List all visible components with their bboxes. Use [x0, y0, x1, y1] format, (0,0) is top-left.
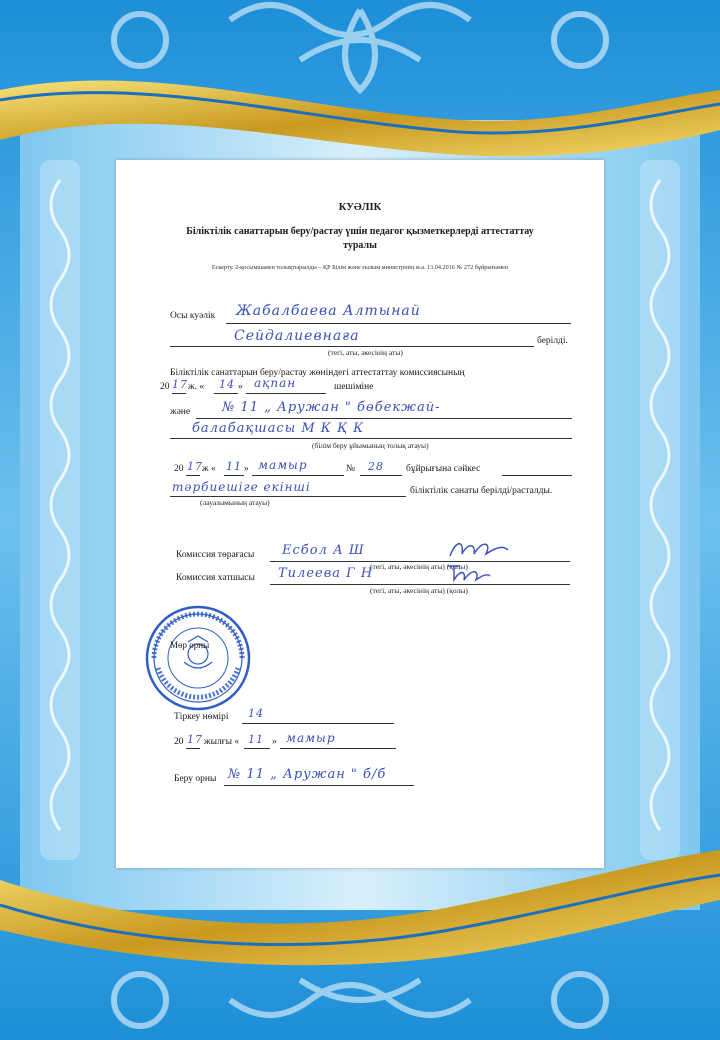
org-handwritten-2: балабақшасы М К Қ К: [192, 421, 365, 436]
year-line-2: [186, 475, 200, 476]
secretary-handwritten: Тилеева Г Н: [278, 566, 374, 581]
month-handwritten-1: ақпан: [254, 376, 297, 390]
issued-to-handwritten-1: Жабалбаева Алтынай: [236, 303, 421, 319]
chair-label: Комиссия төрағасы: [176, 550, 255, 560]
certificate-sheet: [116, 160, 604, 868]
chair-handwritten: Есбол А Ш: [282, 543, 365, 558]
official-seal-stamp: [144, 604, 252, 712]
year-handwritten-3: 17: [187, 733, 203, 746]
day-line-1: [214, 393, 238, 394]
org-line-2: [170, 438, 572, 439]
category-text: біліктілік санаты берілді/расталды.: [410, 486, 553, 496]
commission-line: Біліктілік санаттарын беру/растау жөніндегі аттестаттау комиссиясының: [170, 368, 465, 378]
year-prefix-1: 20: [160, 382, 170, 392]
order-label: бұйрығына сәйкес: [406, 464, 481, 474]
day-line-2: [224, 475, 244, 476]
document-subtitle-line-2: туралы: [343, 240, 377, 251]
issued-to-label: Осы куәлік: [170, 311, 216, 321]
place-label: Беру орны: [174, 774, 217, 784]
issued-suffix: берілді.: [537, 336, 568, 346]
year-handwritten-1: 17: [172, 378, 188, 391]
document-note: Ескерту. 2-қосымшамен толықтырылды – ҚР Білім және ғылым министрінің м.а. 13.04.2016 № 272 бұйрығымен: [211, 264, 509, 271]
year-word-label: жылғы «: [204, 737, 240, 747]
day-handwritten-2: 11: [226, 460, 242, 473]
month-line-2: [252, 475, 344, 476]
registration-line: [242, 723, 394, 724]
issued-to-line-2: [170, 346, 534, 347]
month-line-1: [246, 393, 326, 394]
year-prefix-3: 20: [174, 737, 184, 747]
secretary-line: [270, 584, 570, 585]
and-label: және: [170, 407, 191, 417]
org-line-1: [196, 418, 572, 419]
registration-handwritten: 14: [248, 707, 264, 720]
secretary-label: Комиссия хатшысы: [176, 573, 255, 583]
org-caption: (білім беру ұйымының толық атауы): [312, 441, 429, 450]
month-handwritten-2: мамыр: [258, 458, 308, 472]
place-handwritten: № 11 „ Аружан " б/б: [228, 767, 387, 782]
number-label: №: [346, 464, 356, 474]
org-handwritten-1: № 11 „ Аружан " бөбекжай-: [222, 400, 441, 415]
year-line-3: [186, 748, 200, 749]
secretary-signature: [446, 560, 492, 584]
year-line-1: [172, 393, 186, 394]
issued-to-handwritten-2: Сейдалиевнаға: [234, 328, 360, 344]
decision-label: шешіміне: [334, 382, 374, 392]
name-caption: (тегі, аты, әкесінің аты): [328, 348, 403, 357]
number-handwritten: 28: [368, 460, 384, 473]
number-line: [360, 475, 402, 476]
position-line: [170, 496, 406, 497]
year-prefix-2: 20: [174, 464, 184, 474]
order-trailing-line: [502, 475, 572, 476]
position-caption: (лауазымының атауы): [200, 498, 270, 507]
position-handwritten: тәрбиешіге екінші: [172, 480, 311, 494]
registration-label: Тіркеу нөмірі: [174, 712, 229, 722]
chair-signature: [446, 536, 510, 562]
month-line-3: [280, 748, 396, 749]
zh-label-2: ж «: [202, 464, 216, 474]
document-title: КУӘЛІК: [338, 202, 382, 213]
month-handwritten-3: мамыр: [286, 731, 336, 745]
day-handwritten-1: 14: [219, 378, 235, 391]
zh-label-1: ж. «: [188, 382, 205, 392]
quote-close-3: »: [272, 737, 277, 747]
quote-close-1: »: [238, 382, 243, 392]
issued-to-line-1: [226, 323, 571, 324]
year-handwritten-2: 17: [187, 460, 203, 473]
quote-close-2: »: [244, 464, 249, 474]
day-line-3: [244, 748, 270, 749]
chair-caption: (тегі, аты, әкесінің аты) (қолы): [370, 562, 468, 571]
place-line: [224, 785, 414, 786]
document-subtitle-line-1: Біліктілік санаттарын беру/растау үшін педагог қызметкерлерді аттестаттау: [186, 226, 534, 237]
secretary-caption: (тегі, аты, әкесінің аты) (қолы): [370, 586, 468, 595]
day-handwritten-3: 11: [248, 733, 264, 746]
seal-place-label: Мөр орны: [170, 640, 210, 650]
